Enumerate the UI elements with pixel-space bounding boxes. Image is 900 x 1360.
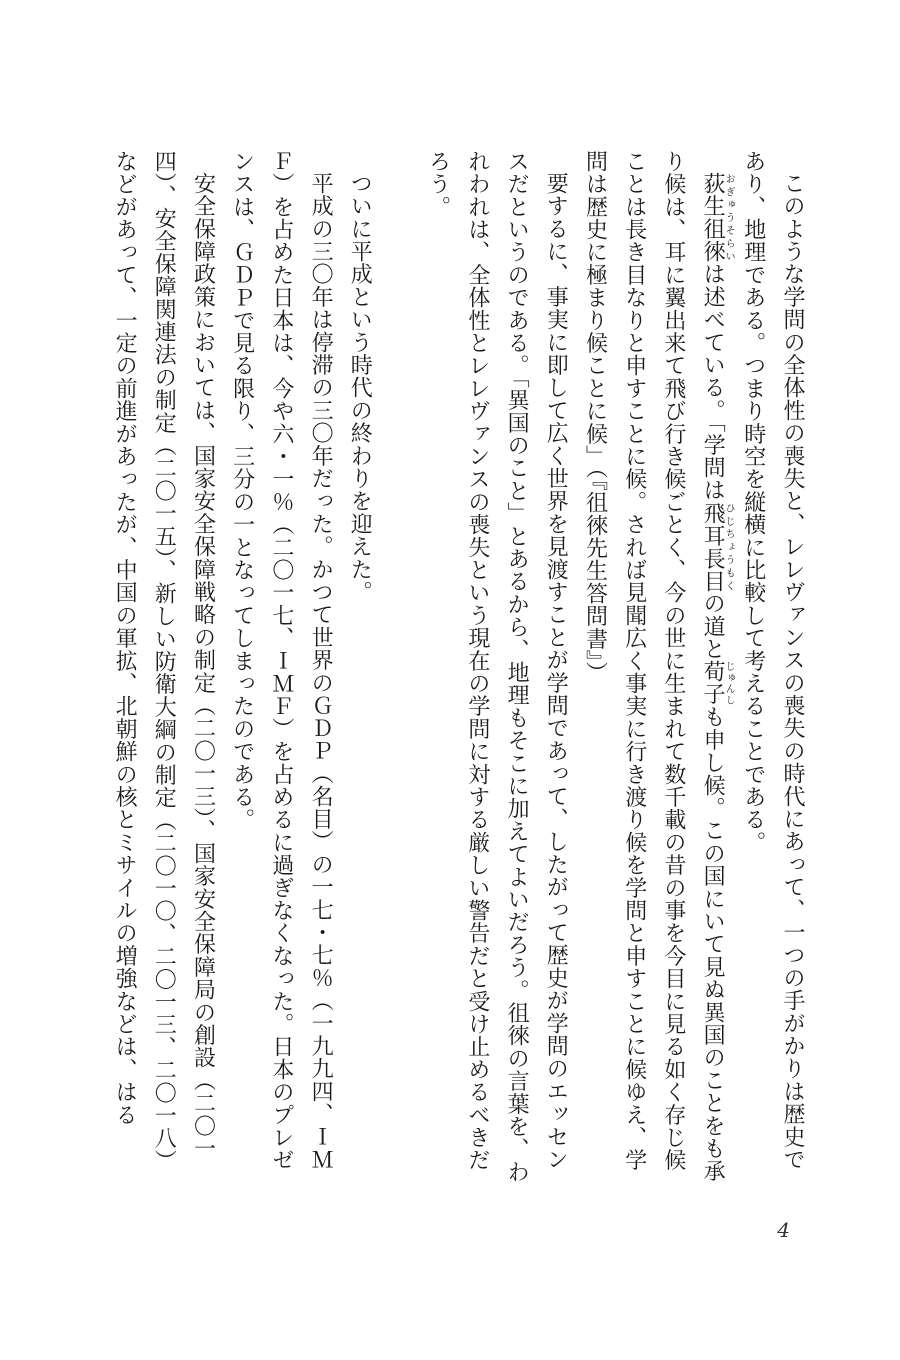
paragraph-6: 安全保障政策においては、国家安全保障戦略の制定（二〇一三）、国家安全保障局の創設（二〇一四）、安全保障関連法の制定（二〇一五）、新しい防衛大綱の制定（二〇一〇、二〇一三、二〇一八）などがあって、一定の前進があったが、中国の軍拡、北朝鮮の核とミサイルの増強などは、はる — [112, 150, 216, 1173]
paragraph-5: 平成の三〇年は停滞の三〇年だった。かつて世界のＧＤＰ（名目）の一七・七％（一九九四、ＩＭＦ）を占めた日本は、今や六・一％（二〇一七、ＩＭＦ）を占めるに過ぎなくなった。日本のプレゼンスは、ＧＤＰで見る限り、三分の一となってしまったのである。 — [229, 150, 334, 1172]
vertical-text-body — [88, 150, 812, 1190]
paragraph-2-part-c: も申し候。この国にいて見ぬ異国のことをも承り候は、耳に翼出来て飛び行き候ごとく、今の世に生まれて数千載の昔の事を今目に見る如く存じ候ことは長き目なりと申すことに候。されば見聞広く事実に行き渡り候を学問と申すことに候ゆえ、学問は歴史に極まり候ことに候」（『徂徠先生答問書』） — [582, 150, 726, 1183]
ruby-junshi — [700, 660, 735, 706]
ruby-junshi-base: 荀子 — [700, 660, 726, 706]
page-number: 4 — [777, 1218, 790, 1242]
ruby-hijichomoku — [700, 501, 735, 593]
paragraph-2-part-a: は述べている。「学問は — [700, 262, 726, 502]
paragraph-3: 要するに、事実に即して広く世界を見渡すことが学問であって、したがって歴史が学問のエッセンスだというのである。「異国のこと」とあるから、地理もそこに加えてよいだろう。徂徠の言葉を、われわれは、全体性とレレヴァンスの喪失という現在の学問に対する厳しい警告だと受け止めるべきだろう。 — [425, 150, 569, 1184]
section-gap — [379, 150, 418, 1190]
ruby-ogyu-sorai-base: 荻生徂徠 — [700, 172, 726, 263]
ruby-hijichomoku-base: 飛耳長目 — [700, 501, 726, 593]
ruby-junshi-reading: じゅんし — [723, 660, 735, 706]
paragraph-2 — [575, 150, 733, 1190]
paragraph-1: このような学問の全体性の喪失と、レレヴァンスの喪失の時代にあって、一つの手がかりは歴史であり、地理である。つまり時空を縦横に比較して考えることである。 — [740, 150, 805, 1171]
ruby-hijichomoku-reading: ひじちょうもく — [723, 501, 735, 593]
paragraph-2-part-b: の道と — [700, 592, 726, 661]
paragraph-4: ついに平成という時代の終わりを迎えた。 — [347, 172, 373, 604]
ruby-ogyu-sorai — [700, 172, 735, 263]
ruby-ogyu-sorai-reading: おぎゅうそらい — [723, 172, 735, 263]
